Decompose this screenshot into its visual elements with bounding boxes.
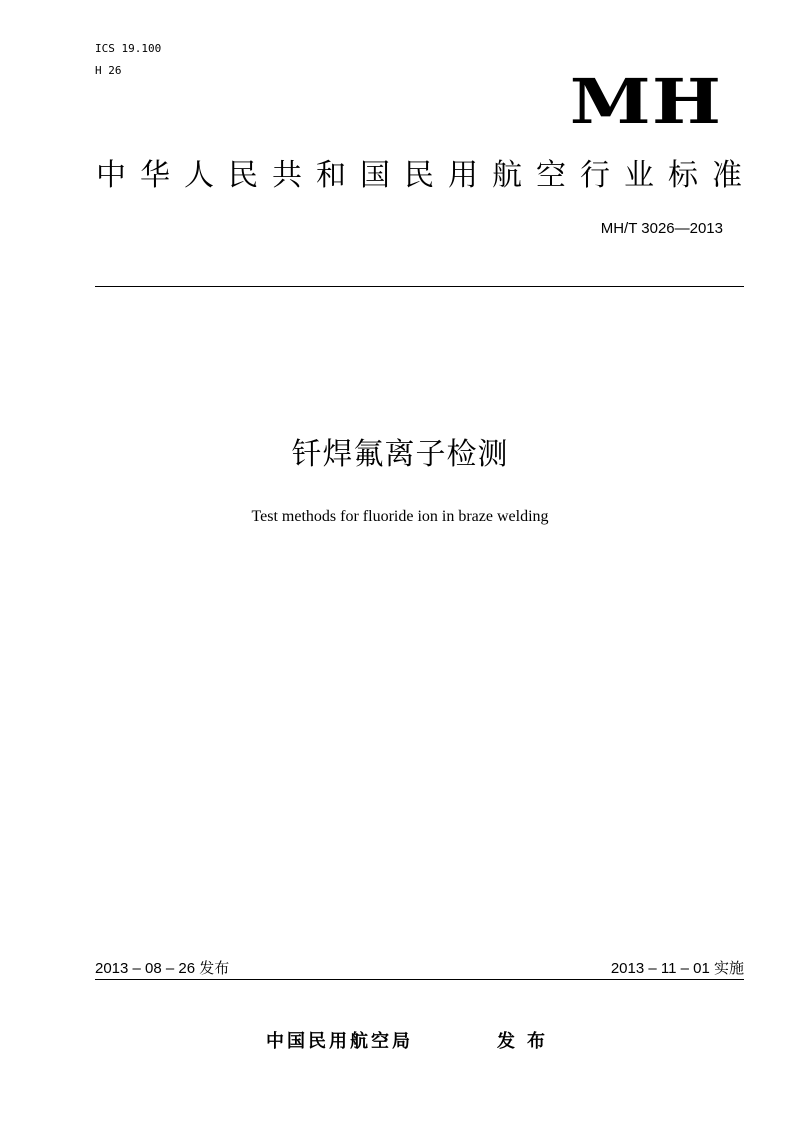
bottom-divider	[95, 979, 744, 980]
standard-logo: MH	[569, 65, 722, 138]
ccs-code: H 26	[95, 64, 122, 77]
top-divider	[95, 286, 744, 287]
standard-number: MH/T 3026—2013	[600, 220, 723, 237]
document-title: 钎焊氟离子检测	[291, 437, 509, 472]
effective-date: 2013 – 11 – 01 实施	[610, 960, 744, 977]
issue-date: 2013 – 08 – 26 发布	[95, 960, 230, 977]
document-english-title: Test methods for fluoride ion in braze welding	[251, 508, 549, 525]
ics-code: ICS 19.100	[95, 42, 162, 55]
standard-category-title: 中华人民共和国民用航空行业标准	[96, 158, 756, 193]
publisher-name: 中国民用航空局	[266, 1031, 413, 1052]
publish-label: 发布	[497, 1031, 557, 1052]
